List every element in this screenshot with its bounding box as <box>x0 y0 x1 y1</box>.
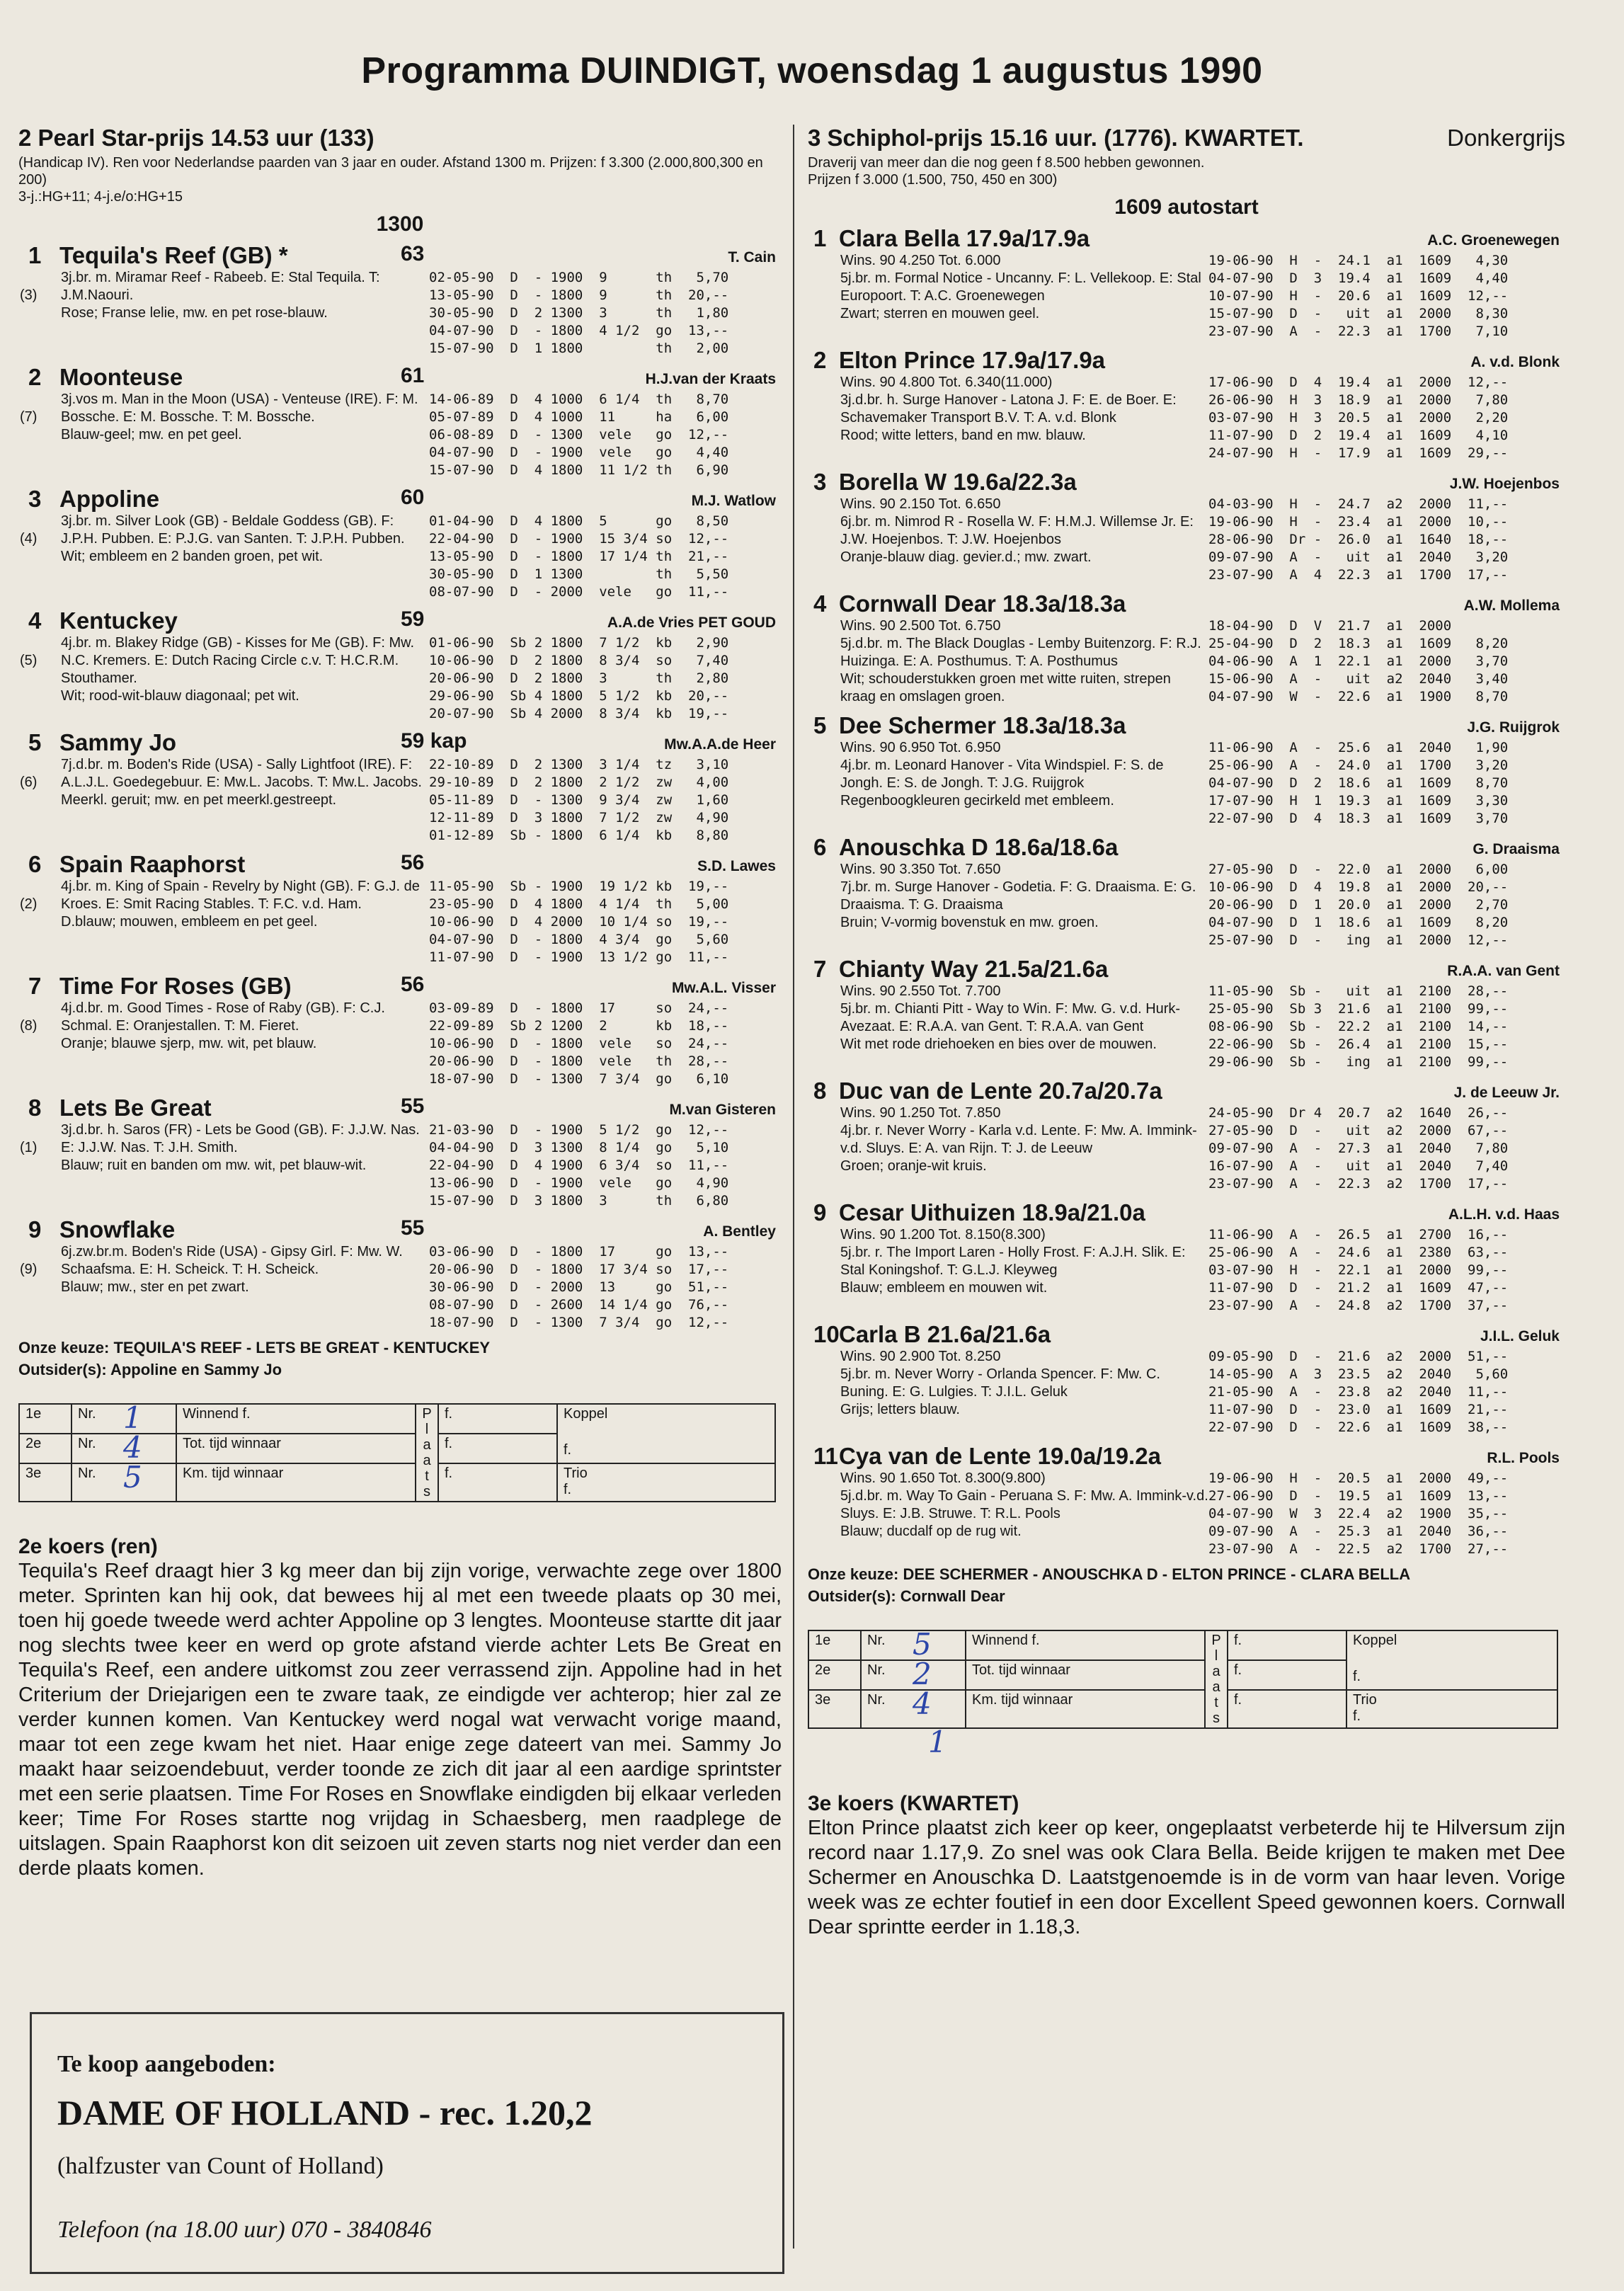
horse-description: Wins. 90 2.550 Tot. 7.700 5j.br. m. Chianti Pitt - Way to Win. F: Mw. G. v.d. Hurk-Avezaat. E: R.A.A. van Gent. T: R.A.A. van Gent Wit met rode driehoeken en bies over de mouwen. <box>840 983 1181 1052</box>
horse-entry <box>18 1216 782 1332</box>
horse-post: (7) <box>20 409 38 425</box>
result-label: Km. tijd winnaar <box>966 1690 1205 1728</box>
horse-post <box>808 739 840 828</box>
horse-body <box>18 1000 782 1088</box>
plaats-letter: P <box>1211 1633 1221 1648</box>
horse-number: 8 <box>28 1095 42 1121</box>
horse-post <box>808 861 840 949</box>
amount-cell: f. <box>438 1404 557 1434</box>
horse-number: 2 <box>813 347 827 373</box>
horse-description: 4j.br. m. Blakey Ridge (GB) - Kisses for Me (GB). F: Mw. N.C. Kremers. E: Dutch Racing Circle c.v. T: H.C.R.M. Stouthamer. Wit; rood-wit-blauw diagonaal; pet wit. <box>61 635 414 704</box>
nr-cell <box>72 1459 176 1502</box>
plaats-letter: a <box>1212 1664 1220 1679</box>
horse-entry <box>808 834 1565 949</box>
horse-driver: T. Cain <box>728 249 776 265</box>
race-2-distance: 1300 <box>376 212 424 236</box>
horse-entry <box>808 1443 1565 1558</box>
horse-entry <box>808 469 1565 584</box>
koppel-cell <box>1346 1630 1557 1690</box>
horse-description: 6j.zw.br.m. Boden's Ride (USA) - Gipsy Girl. F: Mw. W. Schaafsma. E: H. Scheick. T: H. Scheick. Blauw; mw., ster en pet zwart. <box>61 1244 403 1295</box>
horse-name: Duc van de Lente 20.7a/20.7a <box>839 1078 1162 1104</box>
horse-description: Wins. 90 1.200 Tot. 8.150(8.300) 5j.br. r. The Import Laren - Holly Frost. F: A.J.H. Slik. E: Stal Koningshof. T: G.L.J. Kleyweg Blauw; embleem en mouwen wit. <box>840 1227 1186 1296</box>
horse-header <box>18 1216 782 1243</box>
place-label: 1e <box>808 1630 861 1660</box>
race-3-color: Donkergrijs <box>1447 125 1565 151</box>
horse-post: (6) <box>20 775 38 790</box>
race-3-section-title: 3e koers (KWARTET) <box>808 1792 1019 1815</box>
horse-post <box>808 1348 840 1436</box>
horse-driver: A. Bentley <box>703 1223 776 1240</box>
result-row <box>808 1690 1557 1728</box>
horse-post <box>808 374 840 462</box>
place-label: 2e <box>808 1660 861 1690</box>
horse-number: 11 <box>813 1443 838 1469</box>
horse-header <box>808 347 1565 374</box>
nr-label: Nr. <box>78 1465 96 1481</box>
horse-description: Wins. 90 6.950 Tot. 6.950 4j.br. m. Leonard Hanover - Vita Windspiel. F: S. de Jongh. E: S. de Jongh. T: J.G. Ruijgrok Regenboogkleuren gecirkeld met embleem. <box>840 740 1164 809</box>
horse-number: 2 <box>28 364 42 390</box>
nr-cell <box>72 1400 176 1435</box>
horse-number: 3 <box>28 486 42 512</box>
page-title: Programma DUINDIGT, woensdag 1 augustus 1990 <box>361 50 1263 91</box>
horse-weight: 61 <box>401 364 425 387</box>
horse-header <box>18 851 782 878</box>
place-label: 3e <box>19 1463 72 1502</box>
result-row <box>19 1404 775 1434</box>
horse-entry <box>18 364 782 479</box>
koppel-amount: f. <box>564 1442 572 1458</box>
horse-entry <box>808 712 1565 828</box>
horse-body <box>808 1104 1565 1193</box>
horse-post <box>808 983 840 1071</box>
horse-number: 7 <box>813 956 827 982</box>
horse-header <box>808 590 1565 617</box>
horse-performances: 01-04-90 D 4 1800 5 go 8,50 22-04-90 D - 1900 15 3/4 so 12,-- 13-05-90 D - 1800 17 1/4 th 21,-- 30-05-90 D 1 1300 th 5,50 08-07-90 D - 2000 vele go 11,-- <box>429 513 729 600</box>
horse-body <box>808 374 1565 462</box>
race-2-outsider: Outsider(s): Appoline en Sammy Jo <box>18 1361 282 1378</box>
horse-post: (9) <box>20 1262 38 1277</box>
horse-description: 3j.vos m. Man in the Moon (USA) - Venteuse (IRE). F: M. Bossche. E: M. Bossche. T: M. Bossche. Blauw-geel; mw. en pet geel. <box>61 392 418 442</box>
horse-number: 4 <box>813 590 827 617</box>
race-3-title: 3 Schiphol-prijs 15.16 uur. (1776). KWARTET. <box>808 125 1304 151</box>
handwritten-number: 4 <box>123 1429 142 1465</box>
horse-performances: 19-06-90 H - 24.1 a1 1609 4,30 04-07-90 D 3 19.4 a1 1609 4,40 10-07-90 H - 20.6 a1 1609 12,-- 15-07-90 D - uit a1 2000 8,30 23-07-90 A - 22.3 a1 1700 7,10 <box>1208 253 1509 339</box>
horse-header <box>18 1095 782 1121</box>
plaats-column <box>416 1404 438 1502</box>
horse-post: (3) <box>20 287 38 303</box>
plaats-letter: s <box>423 1484 430 1499</box>
plaats-letter: a <box>1212 1679 1220 1695</box>
horse-name: Kentuckey <box>59 607 178 634</box>
horse-number: 1 <box>28 242 42 268</box>
race-3-conditions: Draverij van meer dan die nog geen f 8.500 hebben gewonnen. Prijzen f 3.000 (1.500, 750, 450 en 300) <box>808 155 1205 188</box>
horse-performances: 02-05-90 D - 1900 9 th 5,70 13-05-90 D - 1800 9 th 20,-- 30-05-90 D 2 1300 3 th 1,80 04-07-90 D - 1800 4 1/2 go 13,-- 15-07-90 D 1 1800 th 2,00 <box>429 270 729 356</box>
race-2-header: 2 Pearl Star-prijs 14.53 uur (133) <box>18 125 374 151</box>
trio-amount: f. <box>564 1481 572 1497</box>
horse-number: 8 <box>813 1078 827 1104</box>
plaats-letter: P <box>422 1406 432 1422</box>
horse-description: Wins. 90 3.350 Tot. 7.650 7j.br. m. Surge Hanover - Godetia. F: G. Draaisma. E: G. Draaisma. T: G. Draaisma Bruin; V-vormig bovenstuk en mw. groen. <box>840 862 1196 930</box>
horse-number: 7 <box>28 973 42 999</box>
horse-description: Wins. 90 2.150 Tot. 6.650 6j.br. m. Nimrod R - Rosella W. F: H.M.J. Willemse Jr. E: J.W. Hoejenbos. T: J.W. Hoejenbos Oranje-blauw diag. gevier.d.; mw. zwart. <box>840 496 1194 565</box>
horse-description: 3j.br. m. Miramar Reef - Rabeeb. E: Stal Tequila. T: J.M.Naouri. Rose; Franse lelie, mw. en pet rose-blauw. <box>61 270 380 321</box>
horse-post <box>808 496 840 584</box>
horse-number: 9 <box>813 1199 827 1226</box>
plaats-letter: a <box>423 1453 431 1468</box>
amount-cell: f. <box>438 1463 557 1502</box>
horse-number: 9 <box>28 1216 42 1242</box>
horse-description: 7j.d.br. m. Boden's Ride (USA) - Sally Lightfoot (IRE). F: A.L.J.L. Goedegebuur. E: Mw.L. Jacobs. T: Mw.L. Jacobs. Meerkl. geruit; mw. en pet meerkl.gestreept. <box>61 757 422 808</box>
amount-cell: f. <box>1228 1630 1346 1660</box>
horse-name: Lets Be Great <box>59 1095 212 1121</box>
horse-header <box>808 469 1565 496</box>
horse-entry <box>18 486 782 601</box>
horse-performances: 09-05-90 D - 21.6 a2 2000 51,-- 14-05-90 A 3 23.5 a2 2040 5,60 21-05-90 A - 23.8 a2 2040 11,-- 11-07-90 D - 23.0 a1 1609 21,-- 22-07-90 D - 22.6 a1 1609 38,-- <box>1208 1349 1509 1435</box>
horse-post: (4) <box>20 531 38 547</box>
race-3-result-table <box>808 1627 1565 1759</box>
race-2-section-text: Tequila's Reef draagt hier 3 kg meer dan bij zijn vorige, verwachte zege over 1800 meter. Sprinten kan hij ook, dat bewees hij al met een tweede plaats op 30 mei, toen hij goede tweede werd achter Appoline op 3 lengtes. Moonteuse startte dit jaar nog slechts twee keer en werd op grote afstand vierde achter Lets Be Great en Tequila's Reef, een andere uitkomst zou zeer verrassend zijn. Appoline had in het Criterium der Driejarigen een te zware taak, ze eindigde ver achterop; hier zal ze verder kunnen komen. Van Kentuckey werd nogal wat verwacht vorige maand, maar tot een zege kwam het niet. Haar enige zege dateert van mei. Sammy Jo maakt haar seizoendebuut, verder toonde ze zich dit jaar al een aardige sprintster met een serie plaatsen. Time For Roses en Snowflake eindigden bij elkaar verleden keer; Time For Roses startte nog vrijdag in Schaesberg, men raadplege de uitslagen. Spain Raaphorst kon dit seizoen uit zeven starts nog niet verder dan een derde plaats komen. <box>18 1560 782 1880</box>
horse-entry <box>808 225 1565 341</box>
horse-driver: M.J. Watlow <box>691 493 776 509</box>
horse-body <box>808 739 1565 828</box>
horse-name: Time For Roses (GB) <box>59 973 292 999</box>
race-3-distance: 1609 autostart <box>1114 195 1259 219</box>
horse-driver: Mw.A.L. Visser <box>671 980 776 996</box>
result-label: Winnend f. <box>966 1630 1205 1660</box>
horse-number: 5 <box>28 729 42 755</box>
horse-entry <box>808 956 1565 1071</box>
horse-description: Wins. 90 2.900 Tot. 8.250 5j.br. m. Never Worry - Orlanda Spencer. F: Mw. C. Buning. E: G. Lulgies. T: J.I.L. Geluk Grijs; letters blauw. <box>840 1349 1160 1417</box>
horse-number: 4 <box>28 607 42 634</box>
horse-performances: 11-06-90 A - 25.6 a1 2040 1,90 25-06-90 A - 24.0 a1 1700 3,20 04-07-90 D 2 18.6 a1 1609 8,70 17-07-90 H 1 19.3 a1 1609 3,30 22-07-90 D 4 18.3 a1 1609 3,70 <box>1208 740 1509 826</box>
race-2-keuze: Onze keuze: TEQUILA'S REEF - LETS BE GREAT - KENTUCKEY <box>18 1339 491 1356</box>
koppel-amount: f. <box>1353 1669 1361 1684</box>
result-grid <box>18 1400 776 1502</box>
nr-label: Nr. <box>78 1406 96 1422</box>
horse-entry <box>18 242 782 358</box>
ad-line-1: Te koop aangeboden: <box>57 2051 276 2077</box>
race-2-result-table <box>18 1400 782 1502</box>
horse-name: Carla B 21.6a/21.6a <box>839 1321 1051 1347</box>
handwritten-number: 4 <box>913 1686 932 1721</box>
horse-performances: 24-05-90 Dr 4 20.7 a2 1640 26,-- 27-05-90 D - uit a2 2000 67,-- 09-07-90 A - 27.3 a1 2040 7,80 16-07-90 A - uit a1 2040 7,40 23-07-90 A - 22.3 a2 1700 17,-- <box>1208 1105 1509 1192</box>
horse-body <box>18 634 782 723</box>
horse-name: Anouschka D 18.6a/18.6a <box>839 834 1119 860</box>
horse-body <box>808 1226 1565 1315</box>
horse-body <box>808 252 1565 341</box>
horse-entry <box>808 590 1565 706</box>
horse-body <box>808 983 1565 1071</box>
horse-name: Snowflake <box>59 1216 176 1242</box>
horse-header <box>18 486 782 513</box>
koppel-label: Koppel <box>1353 1633 1397 1648</box>
horse-body <box>808 1470 1565 1558</box>
place-label: 1e <box>19 1404 72 1434</box>
plaats-column <box>1205 1630 1228 1728</box>
horse-description: 3j.br. m. Silver Look (GB) - Beldale Goddess (GB). F: J.P.H. Pubben. E: P.J.G. van Santen. T: J.P.H. Pubben. Wit; embleem en 2 banden groen, pet wit. <box>61 513 405 564</box>
koppel-label: Koppel <box>564 1406 608 1422</box>
horse-body <box>808 861 1565 949</box>
plaats-letter: t <box>1214 1695 1218 1710</box>
horse-driver: J.W. Hoejenbos <box>1449 476 1560 492</box>
horse-weight: 56 <box>401 973 425 996</box>
horse-body <box>808 1348 1565 1436</box>
horse-driver: J.I.L. Geluk <box>1480 1328 1560 1344</box>
horse-weight: 56 <box>401 851 425 874</box>
handwritten-number: 2 <box>913 1656 932 1691</box>
trio-label: Trio <box>1353 1691 1377 1708</box>
race-2-horse-list <box>18 242 782 1332</box>
horse-header <box>18 364 782 391</box>
horse-driver: A.A.de Vries PET GOUD <box>607 615 776 631</box>
horse-performances: 22-10-89 D 2 1300 3 1/4 tz 3,10 29-10-89 D 2 1800 2 1/2 zw 4,00 05-11-89 D - 1300 9 3/4 zw 1,60 12-11-89 D 3 1800 7 1/2 zw 4,90 01-12-89 Sb - 1800 6 1/4 kb 8,80 <box>429 757 729 843</box>
horse-post: (5) <box>20 653 38 668</box>
horse-body <box>808 496 1565 584</box>
trio-cell <box>557 1463 775 1502</box>
ad-line-4: Telefoon (na 18.00 uur) 070 - 3840846 <box>57 2217 432 2243</box>
horse-name: Appoline <box>59 486 160 512</box>
horse-name: Cornwall Dear 18.3a/18.3a <box>839 590 1126 617</box>
horse-number: 3 <box>813 469 827 495</box>
horse-post <box>808 1470 840 1558</box>
horse-description: Wins. 90 1.650 Tot. 8.300(9.800) 5j.d.br. m. Way To Gain - Peruana S. F: Mw. A. Immink-v.d. Sluys. E: J.B. Struwe. T: R.L. Pools Blauw; ducdalf op de rug wit. <box>840 1470 1208 1539</box>
horse-description: 3j.d.br. h. Saros (FR) - Lets be Good (GB). F: J.J.W. Nas. E: J.J.W. Nas. T: J.H. Smith. Blauw; ruit en banden om mw. wit, pet blauw-wit. <box>61 1122 420 1173</box>
horse-header <box>808 1078 1565 1104</box>
horse-name: Cesar Uithuizen 18.9a/21.0a <box>839 1199 1145 1226</box>
race-3-horse-list <box>808 225 1565 1558</box>
horse-name: Moonteuse <box>59 364 183 390</box>
horse-body <box>18 513 782 601</box>
plaats-letter: l <box>425 1422 429 1437</box>
horse-performances: 17-06-90 D 4 19.4 a1 2000 12,-- 26-06-90 H 3 18.9 a1 2000 7,80 03-07-90 H 3 20.5 a1 2000 2,20 11-07-90 D 2 19.4 a1 1609 4,10 24-07-90 H - 17.9 a1 1609 29,-- <box>1208 375 1509 461</box>
nr-cell <box>861 1686 966 1728</box>
nr-label: Nr. <box>867 1691 886 1708</box>
horse-name: Chianty Way 21.5a/21.6a <box>839 956 1109 982</box>
plaats-letter: l <box>1214 1648 1218 1664</box>
amount-cell: f. <box>1228 1690 1346 1728</box>
race-3-column <box>808 125 1565 1940</box>
result-label: Tot. tijd winnaar <box>966 1660 1205 1690</box>
horse-description: Wins. 90 1.250 Tot. 7.850 4j.br. r. Never Worry - Karla v.d. Lente. F: Mw. A. Immink-v.d. Sluys. E: A. van Rijn. T: J. de Leeuw Groen; oranje-wit kruis. <box>840 1105 1197 1174</box>
horse-weight: 55 <box>401 1216 425 1240</box>
horse-weight: 55 <box>401 1095 425 1118</box>
advertisement-box <box>30 2012 784 2274</box>
horse-header <box>808 834 1565 861</box>
place-label: 3e <box>808 1690 861 1728</box>
horse-entry <box>808 1078 1565 1193</box>
handwritten-number: 1 <box>123 1400 142 1435</box>
horse-description: 4j.br. m. King of Spain - Revelry by Night (GB). F: G.J. de Kroes. E: Smit Racing Stables. T: F.C. v.d. Ham. D.blauw; mouwen, embleem en pet geel. <box>61 879 420 930</box>
horse-performances: 03-06-90 D - 1800 17 go 13,-- 20-06-90 D - 1800 17 3/4 so 17,-- 30-06-90 D - 2000 13 go 51,-- 08-07-90 D - 2600 14 1/4 go 76,-- 18-07-90 D - 1300 7 3/4 go 12,-- <box>429 1244 729 1330</box>
horse-post <box>808 1226 840 1315</box>
horse-performances: 27-05-90 D - 22.0 a1 2000 6,00 10-06-90 D 4 19.8 a1 2000 20,-- 20-06-90 D 1 20.0 a1 2000 2,70 04-07-90 D 1 18.6 a1 1609 8,20 25-07-90 D - ing a1 2000 12,-- <box>1208 862 1509 948</box>
horse-weight: 60 <box>401 486 425 509</box>
race-3-section-text: Elton Prince plaatst zich keer op keer, ongeplaatst verbeterde hij te Hilversum zijn record naar 1.17,9. Zo snel was ook Clara Bella. Beide krijgen te maken met Dee Schermer en Anouschka D. Laatstgenoemde is in de vorm van haar leven. Vorige week was ze echter foutief in een door Excellent Speed gewonnen koers. Cornwall Dear sprintte eerder in 1.18,3. <box>808 1817 1565 1938</box>
horse-body <box>18 756 782 845</box>
race-3-header <box>808 125 1565 152</box>
nr-label: Nr. <box>867 1662 886 1678</box>
result-label: Winnend f. <box>176 1404 416 1434</box>
nr-cell <box>72 1429 176 1465</box>
horse-driver: A.C. Groenewegen <box>1427 232 1560 248</box>
horse-performances: 01-06-90 Sb 2 1800 7 1/2 kb 2,90 10-06-90 D 2 1800 8 3/4 so 7,40 20-06-90 D 2 1800 3 th 2,80 29-06-90 Sb 4 1800 5 1/2 kb 20,-- 20-07-90 Sb 4 2000 8 3/4 kb 19,-- <box>429 635 729 721</box>
horse-name: Spain Raaphorst <box>59 851 246 877</box>
horse-entry <box>808 1321 1565 1436</box>
horse-performances: 21-03-90 D - 1900 5 1/2 go 12,-- 04-04-90 D 3 1300 8 1/4 go 5,10 22-04-90 D 4 1900 6 3/4 so 11,-- 13-06-90 D - 1900 vele go 4,90 15-07-90 D 3 1800 3 th 6,80 <box>429 1122 729 1209</box>
horse-name: Borella W 19.6a/22.3a <box>839 469 1077 495</box>
horse-entry <box>18 851 782 966</box>
horse-weight: 59 <box>401 607 425 631</box>
horse-performances: 11-05-90 Sb - uit a1 2100 28,-- 25-05-90 Sb 3 21.6 a1 2100 99,-- 08-06-90 Sb - 22.2 a1 2100 14,-- 22-06-90 Sb - 26.4 a1 2100 15,-- 29-06-90 Sb - ing a1 2100 99,-- <box>1208 983 1509 1070</box>
horse-driver: R.L. Pools <box>1487 1450 1560 1466</box>
nr-label: Nr. <box>78 1435 96 1451</box>
horse-driver: R.A.A. van Gent <box>1447 963 1560 979</box>
trio-cell <box>1346 1690 1557 1728</box>
koppel-cell <box>557 1404 775 1463</box>
horse-performances: 11-05-90 Sb - 1900 19 1/2 kb 19,-- 23-05-90 D 4 1800 4 1/4 th 5,00 10-06-90 D 4 2000 10 1/4 so 19,-- 04-07-90 D - 1800 4 3/4 go 5,60 11-07-90 D - 1900 13 1/2 go 11,-- <box>429 879 729 965</box>
nr-cell <box>861 1656 966 1691</box>
amount-cell: f. <box>1228 1660 1346 1690</box>
horse-number: 1 <box>813 225 827 251</box>
trio-label: Trio <box>564 1465 588 1481</box>
horse-performances: 11-06-90 A - 26.5 a1 2700 16,-- 25-06-90 A - 24.6 a1 2380 63,-- 03-07-90 H - 22.1 a1 2000 99,-- 11-07-90 D - 21.2 a1 1609 47,-- 23-07-90 A - 24.8 a2 1700 37,-- <box>1208 1227 1509 1313</box>
column-divider <box>793 125 794 2249</box>
handwritten-number: 5 <box>913 1627 932 1662</box>
plaats-letter: t <box>425 1468 429 1484</box>
horse-post: (1) <box>20 1140 38 1155</box>
race-3-keuze: Onze keuze: DEE SCHERMER - ANOUSCHKA D - ELTON PRINCE - CLARA BELLA <box>808 1565 1411 1583</box>
horse-number: 6 <box>28 851 42 877</box>
result-label: Tot. tijd winnaar <box>176 1434 416 1463</box>
horse-performances: 14-06-89 D 4 1000 6 1/4 th 8,70 05-07-89 D 4 1000 11 ha 6,00 06-08-89 D - 1300 vele go 12,-- 04-07-90 D - 1900 vele go 4,40 15-07-90 D 4 1800 11 1/2 th 6,90 <box>429 392 729 478</box>
horse-driver: A.W. Mollema <box>1463 598 1560 614</box>
horse-entry <box>808 1199 1565 1315</box>
horse-description: Wins. 90 2.500 Tot. 6.750 5j.d.br. m. The Black Douglas - Lemby Buitenzorg. F: R.J. Huizinga. E: A. Posthumus. T: A. Posthumus Wit; schouderstukken groen met witte ruiten, strepen kraag en omslagen groen. <box>840 618 1201 704</box>
horse-weight: 63 <box>401 242 425 265</box>
horse-number: 5 <box>813 712 827 738</box>
result-label: Km. tijd winnaar <box>176 1463 416 1502</box>
horse-post <box>808 252 840 341</box>
horse-header <box>18 973 782 1000</box>
horse-driver: M.van Gisteren <box>669 1102 776 1118</box>
horse-post: (2) <box>20 896 38 912</box>
race-2-column <box>18 125 782 1881</box>
horse-driver: G. Draaisma <box>1473 841 1560 857</box>
nr-label: Nr. <box>867 1633 886 1648</box>
amount-cell: f. <box>438 1434 557 1463</box>
horse-body <box>18 878 782 966</box>
race-2-section-title: 2e koers (ren) <box>18 1535 158 1558</box>
plaats-letter: s <box>1213 1710 1220 1726</box>
result-grid <box>808 1627 1558 1729</box>
horse-performances: 04-03-90 H - 24.7 a2 2000 11,-- 19-06-90 H - 23.4 a1 2000 10,-- 28-06-90 Dr - 26.0 a1 1640 18,-- 09-07-90 A - uit a1 2040 3,20 23-07-90 A 4 22.3 a1 1700 17,-- <box>1208 496 1509 583</box>
place-label: 2e <box>19 1434 72 1463</box>
race-3-outsider: Outsider(s): Cornwall Dear <box>808 1587 1005 1605</box>
horse-header <box>808 712 1565 739</box>
horse-body <box>808 617 1565 706</box>
nr-cell <box>861 1627 966 1662</box>
horse-name: Dee Schermer 18.3a/18.3a <box>839 712 1126 738</box>
horse-header <box>18 729 782 756</box>
ad-line-3: (halfzuster van Count of Holland) <box>57 2153 384 2179</box>
horse-body <box>18 391 782 479</box>
horse-driver: S.D. Lawes <box>697 858 776 874</box>
horse-entry <box>808 347 1565 462</box>
horse-driver: A.L.H. v.d. Haas <box>1448 1206 1560 1223</box>
horse-entry <box>18 729 782 845</box>
horse-name: Clara Bella 17.9a/17.9a <box>839 225 1090 251</box>
horse-performances: 03-09-89 D - 1800 17 so 24,-- 22-09-89 Sb 2 1200 2 kb 18,-- 10-06-90 D - 1800 vele so 24,-- 20-06-90 D - 1800 vele th 28,-- 18-07-90 D - 1300 7 3/4 go 6,10 <box>429 1000 729 1087</box>
plaats-letter: a <box>423 1437 431 1453</box>
horse-entry <box>18 1095 782 1210</box>
horse-weight: 59 kap <box>401 729 467 753</box>
horse-driver: H.J.van der Kraats <box>645 371 776 387</box>
horse-driver: J.G. Ruijgrok <box>1467 719 1560 736</box>
horse-body <box>18 269 782 358</box>
horse-performances: 19-06-90 H - 20.5 a1 2000 49,-- 27-06-90 D - 19.5 a1 1609 13,-- 04-07-90 W 3 22.4 a2 1900 35,-- 09-07-90 A - 25.3 a1 2040 36,-- 23-07-90 A - 22.5 a2 1700 27,-- <box>1208 1470 1509 1557</box>
horse-header <box>808 1321 1565 1348</box>
horse-header <box>808 956 1565 983</box>
horse-entry <box>18 607 782 723</box>
horse-body <box>18 1121 782 1210</box>
handwritten-number: 1 <box>928 1725 947 1759</box>
horse-entry <box>18 973 782 1088</box>
horse-post: (8) <box>20 1018 38 1034</box>
trio-amount: f. <box>1353 1708 1361 1724</box>
horse-body <box>18 1243 782 1332</box>
horse-name: Sammy Jo <box>59 729 177 755</box>
horse-driver: A. v.d. Blonk <box>1470 354 1560 370</box>
horse-post <box>808 617 840 706</box>
horse-driver: J. de Leeuw Jr. <box>1453 1085 1560 1101</box>
horse-header <box>808 1443 1565 1470</box>
race-2-conditions: (Handicap IV). Ren voor Nederlandse paarden van 3 jaar en ouder. Afstand 1300 m. Prijzen: f 3.300 (2.000,800,300 en 200) 3-j.:HG+11; 4-j.e/o:HG+15 <box>18 155 763 205</box>
horse-header <box>808 1199 1565 1226</box>
horse-description: Wins. 90 4.800 Tot. 6.340(11.000) 3j.d.br. h. Surge Hanover - Latona J. F: E. de Boer. E: Schavemaker Transport B.V. T: A. v.d. Blonk Rood; witte letters, band en mw. blauw. <box>840 375 1177 443</box>
horse-header <box>808 225 1565 252</box>
horse-name: Elton Prince 17.9a/17.9a <box>839 347 1106 373</box>
horse-number: 6 <box>813 834 827 860</box>
handwritten-number: 5 <box>123 1459 142 1495</box>
horse-performances: 18-04-90 D V 21.7 a1 2000 25-04-90 D 2 18.3 a1 1609 8,20 04-06-90 A 1 22.1 a1 2000 3,70 15-06-90 A - uit a2 2040 3,40 04-07-90 W - 22.6 a1 1900 8,70 <box>1208 618 1509 704</box>
horse-description: Wins. 90 4.250 Tot. 6.000 5j.br. m. Formal Notice - Uncanny. F: L. Vellekoop. E: Stal Europoort. T: A.C. Groenewegen Zwart; sterren en mouwen geel. <box>840 253 1201 321</box>
horse-header <box>18 607 782 634</box>
horse-name: Cya van de Lente 19.0a/19.2a <box>839 1443 1161 1469</box>
ad-line-2: DAME OF HOLLAND - rec. 1.20,2 <box>57 2093 593 2132</box>
horse-header <box>18 242 782 269</box>
result-row <box>808 1630 1557 1660</box>
horse-name: Tequila's Reef (GB) * <box>59 242 288 268</box>
result-row <box>19 1463 775 1502</box>
horse-number: 10 <box>813 1321 840 1347</box>
horse-description: 4j.d.br. m. Good Times - Rose of Raby (GB). F: C.J. Schmal. E: Oranjestallen. T: M. Fieret. Oranje; blauwe sjerp, mw. wit, pet blauw. <box>61 1000 385 1051</box>
horse-post <box>808 1104 840 1193</box>
horse-driver: Mw.A.A.de Heer <box>664 736 776 753</box>
